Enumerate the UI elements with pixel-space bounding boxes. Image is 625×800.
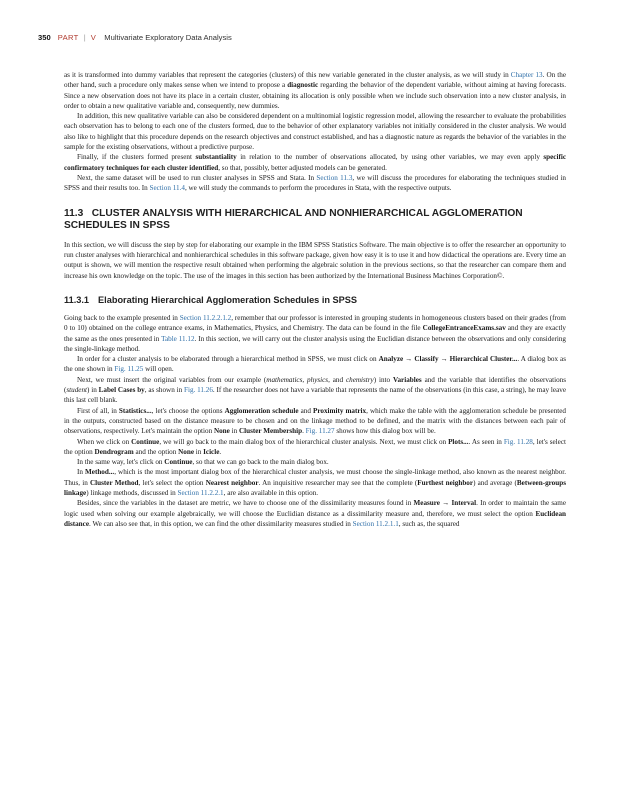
section-link[interactable]: Section 11.4	[149, 184, 185, 193]
section-number: 11.3	[64, 207, 84, 219]
italic-term: physics	[307, 375, 329, 384]
paragraph	[64, 313, 566, 354]
text: , which is the most important dialog box of the hierarchical cluster analysis, we must choose the single-linkage method, also known as the nearest neighbor. Thus, in	[64, 468, 567, 487]
subsection-title: Elaborating Hierarchical Agglomeration Schedules in SPSS	[98, 294, 358, 305]
text: , we will go back to the main dialog box of the hierarchical cluster analysis. Next, we must click on	[159, 437, 449, 446]
text: . In order to maintain the same logic used when solving our example algebraically, we will choose the Euclidian distance as a dissimilarity measure and, therefore, we must select the option	[64, 499, 566, 518]
paragraph	[64, 173, 566, 194]
bold-term: Method...	[85, 468, 115, 477]
text: In addition, this new qualitative variable can also be considered dependent on a multinomial logistic regression model, allowing the researcher to evaluate the probabilities each observation has to belong to each one of the clusters formed, due to the behavior of other explanatory variables not initially considered in the cluster analysis. We would also like to highlight that this procedure depends on the research objectives and construct established, and has a diagnostic nature as regards the behavior of the variables in the sample for the existing observations, without a predictive purpose.	[64, 112, 566, 152]
text: . A dialog box as the one shown in	[64, 355, 566, 374]
italic-term: chemistry	[345, 375, 374, 384]
text: , remember that our professor is interested in grouping students in homogeneous clusters based on their grades (from 0 to 10) obtained on the college entrance exams, in Mathematics, Physics, and Chemistry. The data can be found in the file	[64, 313, 566, 333]
text: When we click on	[77, 437, 132, 446]
text: ) in	[87, 386, 99, 395]
figure-link[interactable]: Fig. 11.26	[183, 386, 213, 395]
bold-term: Cluster Membership	[238, 427, 303, 436]
text: Going back to the example presented in	[64, 313, 180, 322]
text: and they are exactly the same as the ones presented in	[64, 324, 567, 343]
text: ) linkage methods, discussed in	[86, 488, 178, 497]
bold-term: Analyze → Classify → Hierarchical Cluster...	[378, 355, 518, 364]
text: and	[298, 406, 313, 415]
text: . If the researcher does not have a variable that represents the name of the observations (in this case, a string), he may leave this last cell blank.	[64, 386, 566, 405]
bold-term: Cluster Method	[90, 478, 139, 487]
text: ) into	[373, 375, 393, 384]
text: . In this section, we will carry out the cluster analysis using the Euclidian distance between the observations and only considering the single-linkage method.	[64, 334, 567, 353]
text: shows how this dialog box will be.	[334, 427, 436, 436]
text: .	[302, 427, 306, 436]
text: In the same way, let's click on	[77, 458, 165, 467]
bold-term: Statistics...	[118, 406, 152, 415]
figure-link[interactable]: Fig. 11.28	[503, 437, 533, 446]
text: , let's select the option	[138, 478, 206, 487]
text: . We can also see that, in this option, we can find the other dissimilarity measures studied in	[89, 519, 353, 528]
text: In	[77, 468, 86, 477]
bold-term: Agglomeration schedule	[224, 406, 299, 415]
bold-term: Variables	[392, 375, 422, 384]
paragraph	[64, 498, 566, 529]
page-number: 350	[38, 33, 51, 42]
text: .	[219, 447, 222, 456]
italic-term: student	[66, 386, 88, 395]
text: , let's select the option	[64, 437, 566, 456]
bold-term: Euclidean distance	[64, 509, 566, 528]
figure-link[interactable]: Fig. 11.27	[305, 427, 335, 436]
text: ,	[302, 375, 308, 384]
bold-term: Continue	[131, 437, 160, 446]
text: as it is transformed into dummy variables that represent the categories (clusters) of this new variable generated in the cluster analysis, as we will study in	[64, 71, 511, 79]
section-heading	[64, 208, 566, 233]
bold-term: CollegeEntranceExams.sav	[422, 324, 506, 333]
figure-link[interactable]: Fig. 11.25	[114, 365, 144, 374]
chapter-link[interactable]: Chapter 13	[510, 71, 543, 79]
text: in	[229, 427, 239, 436]
text: , are also available in this option.	[223, 488, 319, 497]
bold-term: Proximity matrix	[312, 406, 367, 415]
text: , so that, possibly, better adjusted models can be generated.	[218, 163, 387, 172]
bold-term: diagnostic	[287, 81, 319, 90]
text: , and	[328, 375, 346, 384]
text: Besides, since the variables in the dataset are metric, we have to choose one of the dissimilarity measures found in	[77, 499, 414, 508]
paragraph	[64, 111, 566, 152]
section-link[interactable]: Section 11.3	[316, 173, 353, 182]
text: Finally, if the clusters formed present	[77, 153, 196, 162]
section-link[interactable]: Section 11.2.1.1	[352, 519, 399, 528]
text: regarding the behavior of the dependent variable, without aiming at having forecasts. Since a new observation does not have its place in a certain cluster, obtaining its allocation is only possible when we include such observation into a new cluster analysis, in order to obtain a new qualitative variable and, consequently, new dummies.	[64, 81, 566, 110]
part-number: V	[90, 33, 97, 42]
paragraph	[64, 406, 566, 437]
bold-term: Between-groups linkage	[64, 478, 566, 497]
subsection-number: 11.3.1	[64, 294, 90, 305]
text: Next, the same dataset will be used to run cluster analyses in SPSS and Stata. In	[77, 173, 317, 182]
paragraph	[64, 457, 566, 467]
running-section-title: Multivariate Exploratory Data Analysis	[104, 33, 232, 42]
bold-term: substantiality	[195, 153, 237, 162]
subsection-heading	[64, 294, 566, 306]
text: . As seen in	[468, 437, 504, 446]
table-link[interactable]: Table 11.12	[161, 334, 195, 343]
bold-term: Dendrogram	[94, 447, 134, 456]
bold-term: Icicle	[203, 447, 220, 456]
running-header	[38, 33, 587, 42]
text: , which make the table with the agglomeration schedule be presented in the outputs, constructed based on the distance measure to be chosen and on the linkage method to be defined, and the matrix with the distances between each pair of observations, respectively. Let's maintain the option	[64, 406, 566, 436]
paragraph	[64, 467, 566, 498]
bold-term: Plots...	[448, 437, 469, 446]
part-label: PART	[57, 33, 79, 42]
bold-term: Nearest neighbor	[205, 478, 259, 487]
text: Next, we must insert the original variables from our example (	[77, 375, 267, 384]
text: In this section, we will discuss the step by step for elaborating our example in the IBM SPSS Statistics Software. The main objective is to offer the researcher an opportunity to run cluster analyses with hierarchical and nonhierarchical schedules in this software package, given how easy it is to use it and how didactical the operations are. Every time an output is shown, we will mention the respective result obtained when performing the algebraic solution in the previous sections, so that the researcher can compare them and increase his own knowledge on the topic. The use of the images in this section has been authorized by the International Business Machines Corporation©.	[64, 240, 566, 280]
section-link[interactable]: Section 11.2.2.1	[177, 488, 224, 497]
bold-term: None	[213, 427, 230, 436]
text: in relation to the number of observations allocated, by using other variables, we may even apply	[236, 153, 544, 162]
section-link[interactable]: Section 11.2.2.1.2	[179, 313, 232, 322]
text: . On the other hand, such a procedure only makes sense when we intend to propose a	[64, 71, 567, 90]
paragraph	[64, 240, 566, 281]
text: First of all, in	[77, 406, 119, 415]
section-title: CLUSTER ANALYSIS WITH HIERARCHICAL AND NONHIERARCHICAL AGGLOMERATION SCHEDULES IN SPSS	[64, 207, 523, 232]
bold-term: specific confirmatory techniques for each cluster identified	[64, 153, 566, 172]
text: , so that we can go back to the main dialog box.	[192, 458, 329, 467]
page-body	[64, 70, 566, 529]
bold-term: Measure → Interval	[413, 499, 477, 508]
text: , we will study the commands to perform the procedures in Stata, with the respective outputs.	[184, 184, 452, 193]
paragraph	[64, 437, 566, 458]
bold-term: None	[178, 447, 194, 456]
text: In order for a cluster analysis to be elaborated through a hierarchical method in SPSS, we must click on	[77, 355, 379, 364]
text: , such as, the squared	[398, 519, 460, 528]
text: , we will discuss the procedures for elaborating the techniques studied in SPSS and their results too. In	[64, 173, 567, 193]
text: in	[194, 447, 204, 456]
header-separator: |	[83, 33, 86, 42]
text: will open.	[143, 365, 174, 374]
text: . An inquisitive researcher may see that the complete (	[258, 478, 418, 487]
paragraph	[64, 70, 566, 111]
bold-term: Label Cases by	[98, 386, 145, 395]
text: ) and average (	[473, 478, 517, 487]
paragraph	[64, 375, 566, 406]
text: and the variable that identifies the observations (	[64, 375, 567, 395]
text: , as shown in	[144, 386, 184, 395]
paragraph	[64, 354, 566, 375]
italic-term: mathematics	[266, 375, 303, 384]
bold-term: Continue	[164, 458, 193, 467]
bold-term: Furthest neighbor	[417, 478, 474, 487]
paragraph	[64, 152, 566, 173]
text: and the option	[133, 447, 179, 456]
text: , let's choose the options	[151, 406, 225, 415]
